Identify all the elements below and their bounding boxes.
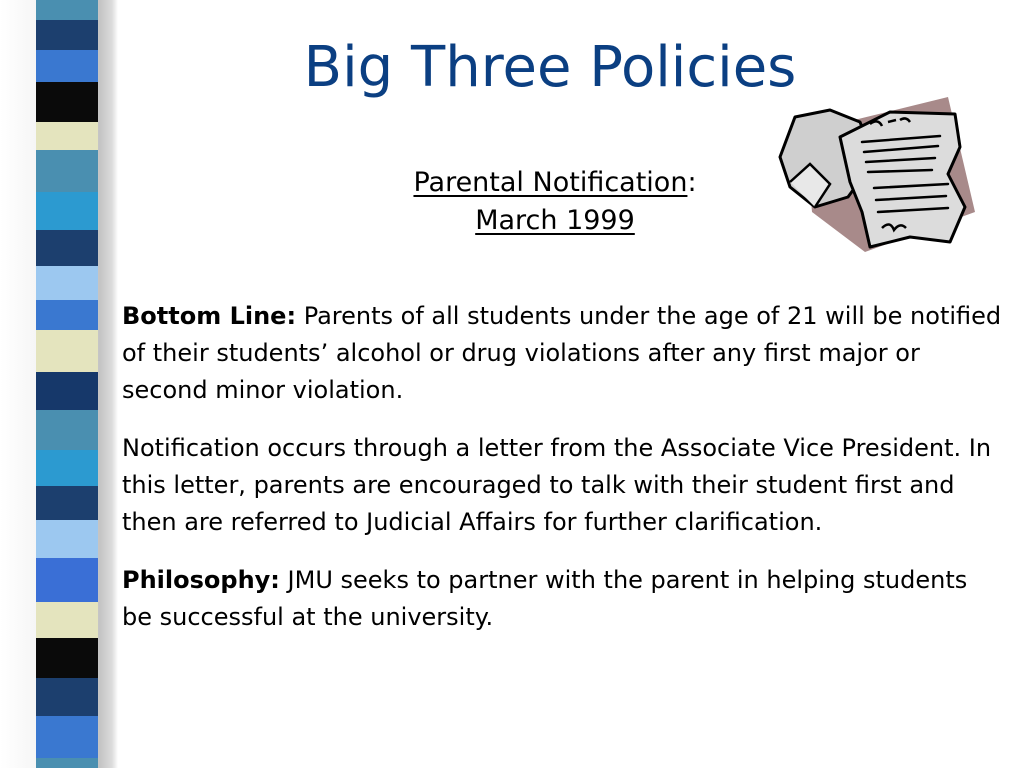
paragraph-notification bbox=[122, 430, 1002, 541]
slide-body bbox=[122, 298, 1002, 657]
subtitle-line-2 bbox=[330, 202, 780, 240]
stripe-band bbox=[36, 266, 98, 300]
philosophy-text: JMU seeks to partner with the parent in helping students be successful at the university. bbox=[122, 566, 968, 631]
stripe-band bbox=[36, 372, 98, 410]
subtitle-date: March 1999 bbox=[475, 205, 635, 236]
stripe-band bbox=[36, 678, 98, 716]
decorative-color-stripe bbox=[36, 0, 98, 768]
stripe-band bbox=[36, 758, 98, 768]
stripe-band bbox=[36, 716, 98, 758]
stripe-band bbox=[36, 300, 98, 330]
bottom-line-label: Bottom Line: bbox=[122, 302, 297, 330]
stripe-band bbox=[36, 192, 98, 230]
subtitle-colon: : bbox=[687, 167, 697, 198]
notification-text: Notification occurs through a letter from the Associate Vice President. In this letter, parents are encouraged to talk with their student first and then are referred to Judicial Affairs for further clarification. bbox=[122, 434, 992, 536]
stripe-band bbox=[36, 638, 98, 678]
stripe-band bbox=[36, 602, 98, 638]
stripe-band bbox=[36, 486, 98, 520]
stripe-band bbox=[36, 50, 98, 82]
subtitle-line-1 bbox=[330, 164, 780, 202]
stripe-band bbox=[36, 450, 98, 486]
crumpled-letters-icon bbox=[770, 92, 980, 257]
paragraph-bottom-line bbox=[122, 298, 1002, 409]
slide-title: Big Three Policies bbox=[303, 35, 797, 100]
stripe-band bbox=[36, 410, 98, 450]
stripe-band bbox=[36, 330, 98, 372]
stripe-band bbox=[36, 82, 98, 122]
bottom-line-text: Parents of all students under the age of 21 will be notified of their students’ alcohol or drug violations after any first major or second minor violation. bbox=[122, 302, 1002, 404]
stripe-band bbox=[36, 0, 98, 20]
paragraph-philosophy bbox=[122, 562, 1002, 636]
slide-subtitle bbox=[330, 164, 780, 240]
stripe-band bbox=[36, 122, 98, 150]
stripe-band bbox=[36, 558, 98, 602]
stripe-band bbox=[36, 150, 98, 192]
stripe-band bbox=[36, 230, 98, 266]
stripe-band bbox=[36, 520, 98, 558]
stripe-band bbox=[36, 20, 98, 50]
philosophy-label: Philosophy: bbox=[122, 566, 280, 594]
subtitle-topic: Parental Notification bbox=[413, 167, 688, 198]
